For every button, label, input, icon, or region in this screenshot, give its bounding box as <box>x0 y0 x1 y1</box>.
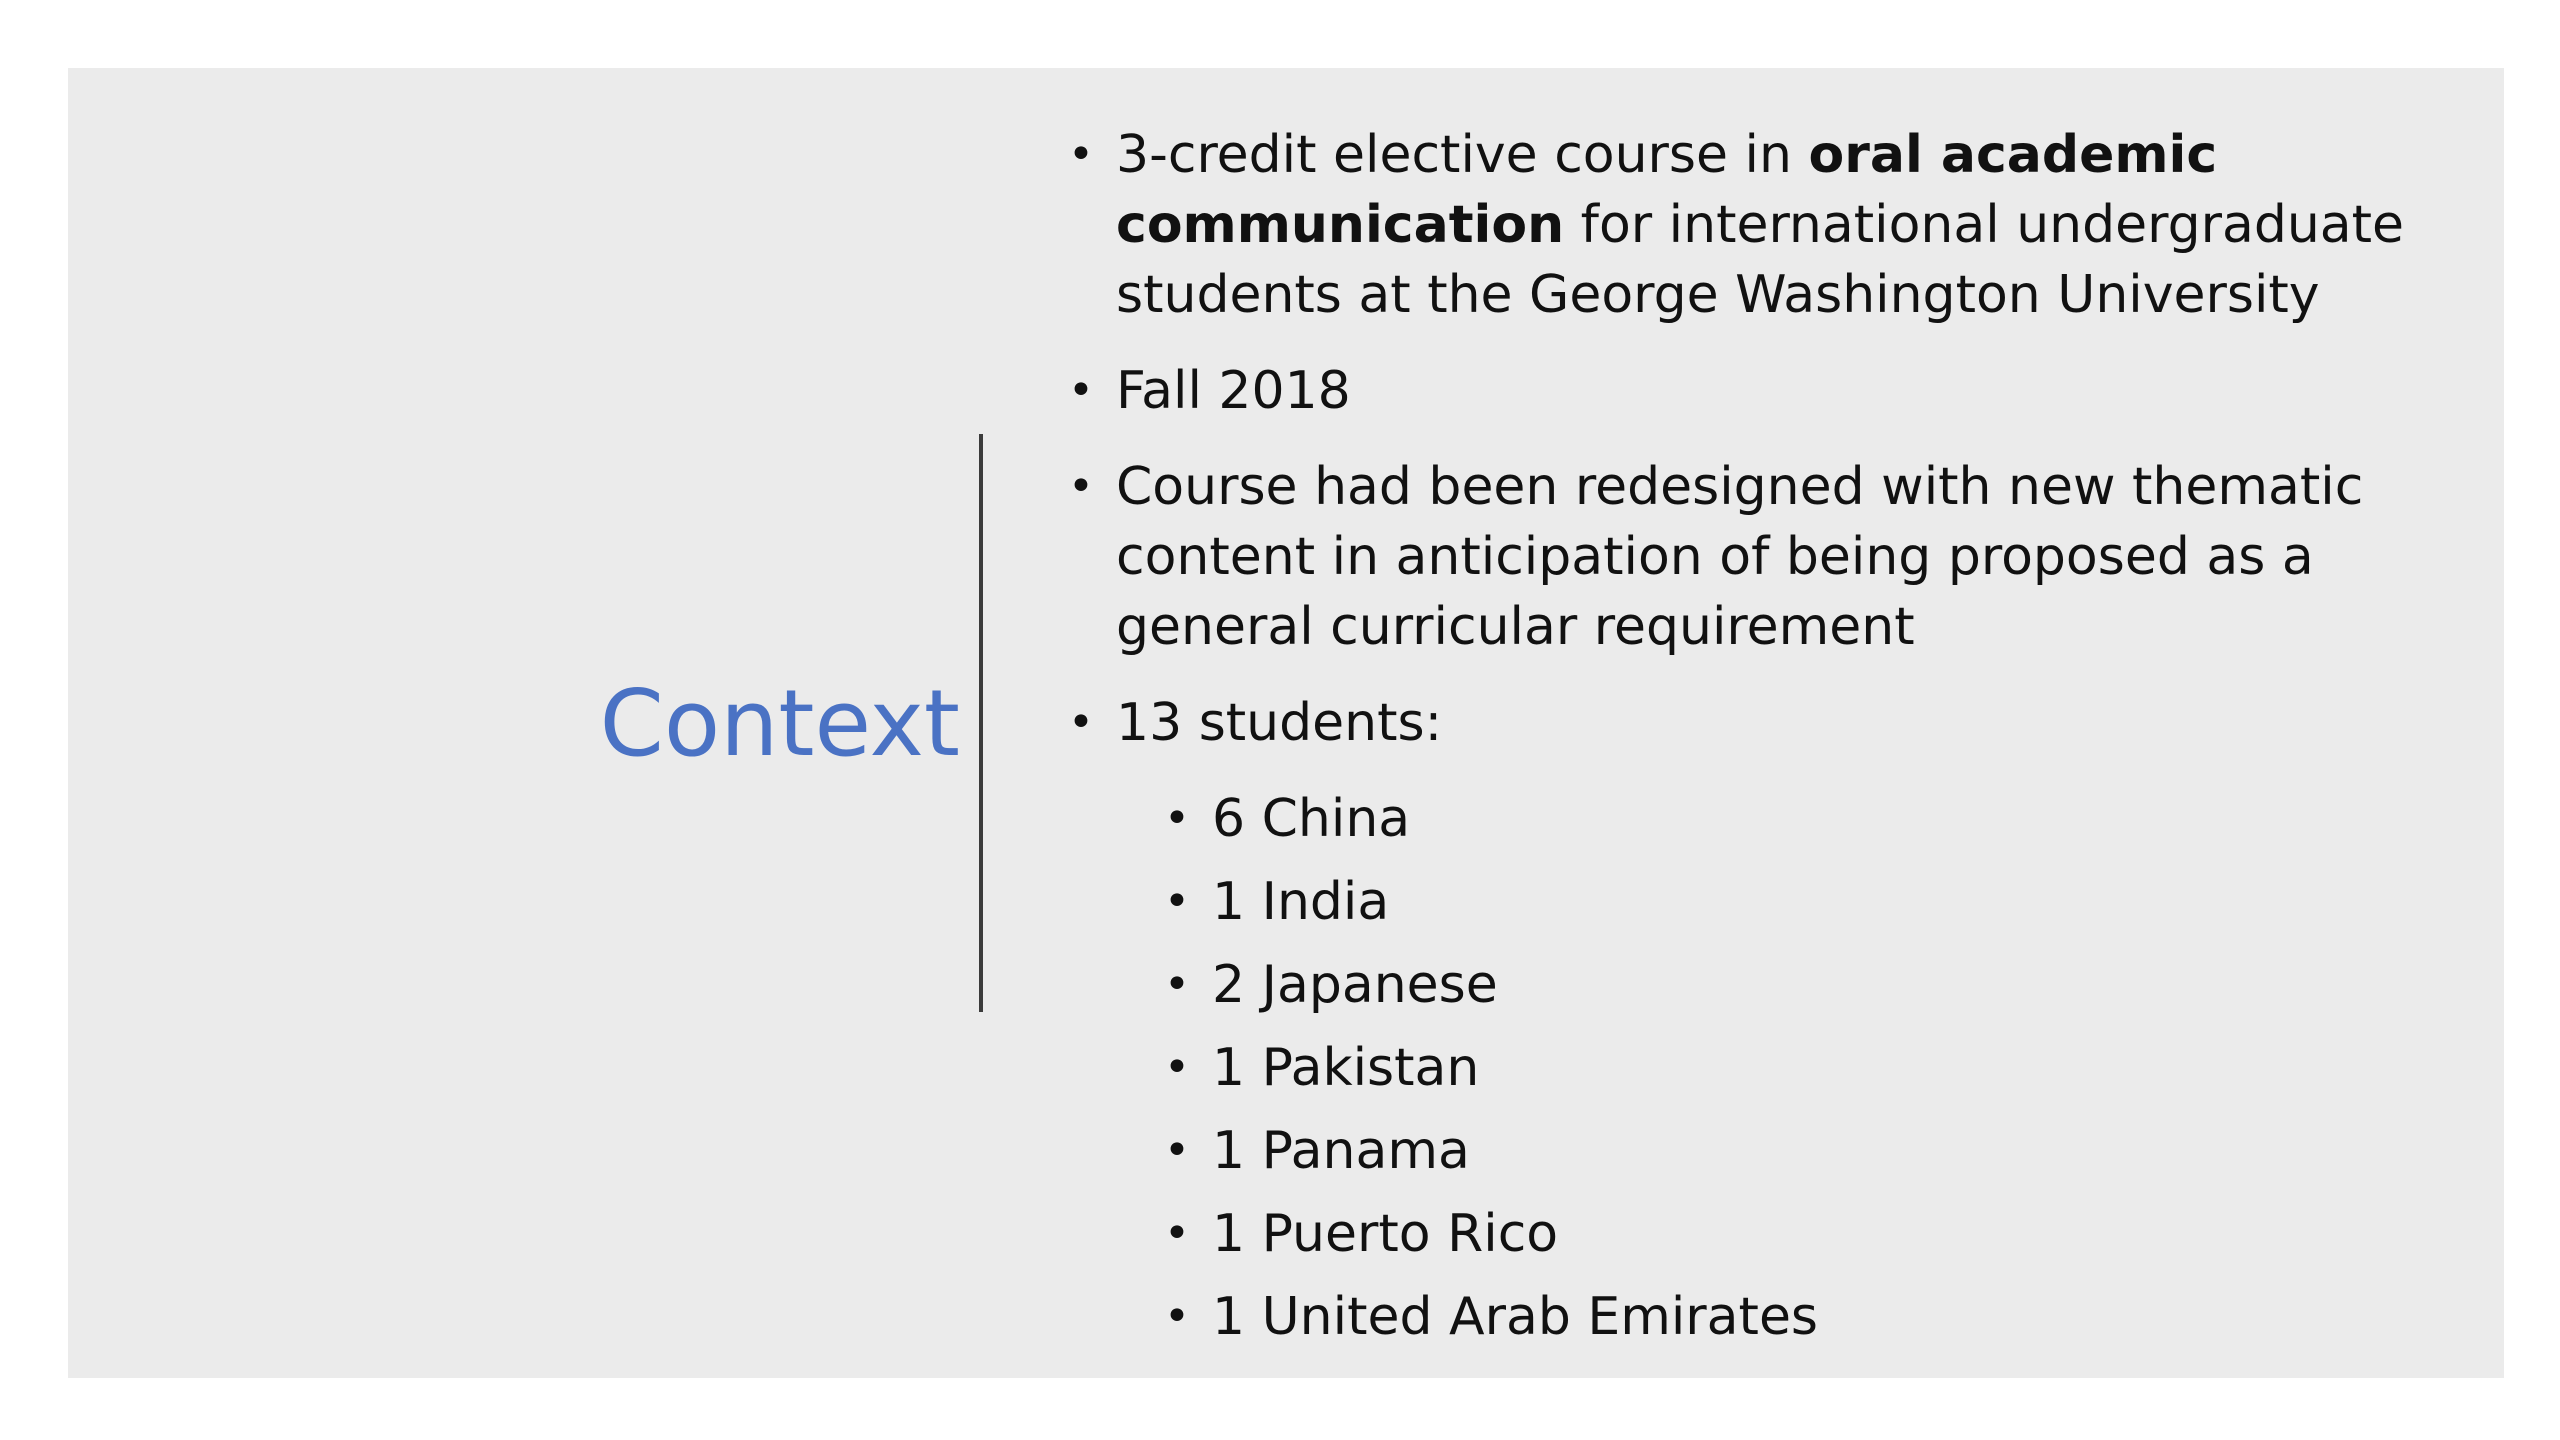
student-item: • 2 Japanese <box>1164 950 2488 1033</box>
bullet-students <box>1068 688 2488 758</box>
student-list <box>1068 784 2488 1365</box>
bullet-redesign: • Course had been redesigned with new thematic content in anticipation of being proposed as a general curricular requirement <box>1068 452 2488 662</box>
student-item: • 1 India <box>1164 867 2488 950</box>
bullet-semester: • Fall 2018 <box>1068 356 2488 426</box>
vertical-divider <box>979 434 983 1012</box>
student-item: • 1 Puerto Rico <box>1164 1199 2488 1282</box>
student-item: • 1 Pakistan <box>1164 1033 2488 1116</box>
student-item: • 6 China <box>1164 784 2488 867</box>
bullet-text-post: for international undergraduate students at the George Washington University <box>1116 195 2405 325</box>
bullet-text-bold: oral academic communication <box>1116 125 2218 255</box>
slide <box>68 68 2504 1378</box>
slide-title-area <box>68 68 960 1378</box>
bullet-course-description <box>1068 120 2488 330</box>
student-item: • 1 Panama <box>1164 1116 2488 1199</box>
bullet-text-pre: 3-credit elective course in <box>1116 125 1809 185</box>
bullet-students-label: 13 students: <box>1116 693 1443 753</box>
student-item: • 1 United Arab Emirates <box>1164 1282 2488 1365</box>
slide-title: Context <box>599 669 960 777</box>
bullet-list <box>1068 120 2488 1365</box>
